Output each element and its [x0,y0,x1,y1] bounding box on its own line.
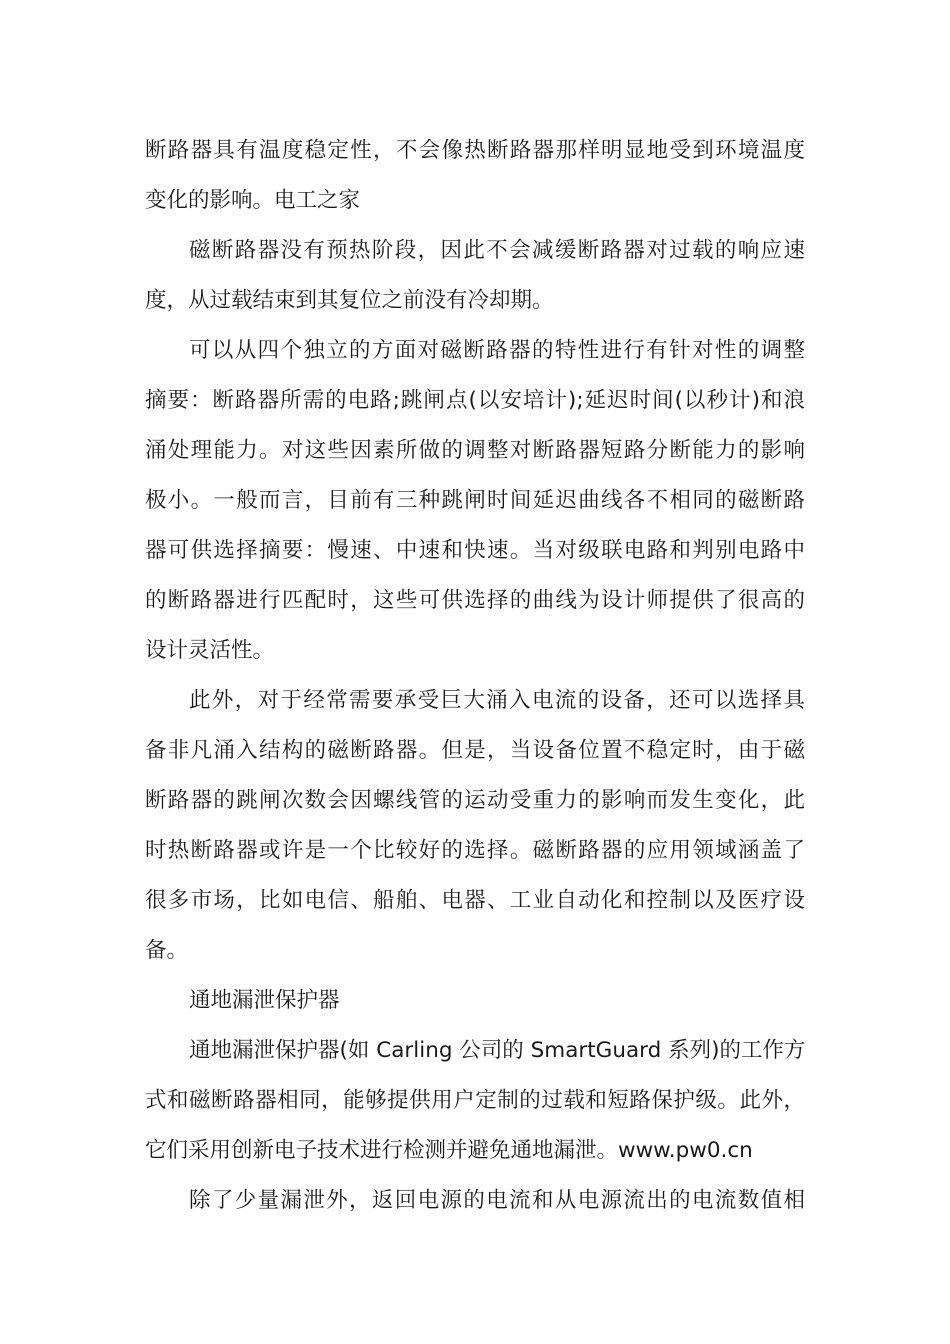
text-line: 备非凡涌入结构的磁断路器。但是，当设备位置不稳定时，由于磁 [145,738,805,763]
text-line: 磁断路器没有预热阶段，因此不会减缓断路器对过载的响应速 [189,238,805,263]
text-line: 式和磁断路器相同，能够提供用户定制的过载和短路保护级。此外， [145,1088,805,1113]
text-line: 度，从过载结束到其复位之前没有冷却期。 [145,288,554,313]
document-body [145,126,805,1226]
text-line: 此外，对于经常需要承受巨大涌入电流的设备，还可以选择具 [189,688,805,713]
text-line: 时热断路器或许是一个比较好的选择。磁断路器的应用领域涵盖了 [145,838,805,863]
text-line: 摘要：断路器所需的电路;跳闸点(以安培计);延迟时间(以秒计)和浪 [145,388,805,413]
text-line: 备。 [145,938,189,963]
text-line: 它们采用创新电子技术进行检测并避免通地漏泄。www.pw0.cn [145,1138,753,1163]
text-line: 变化的影响。电工之家 [145,188,361,213]
text-line: 可以从四个独立的方面对磁断路器的特性进行有针对性的调整 [189,338,805,363]
text-line: 断路器具有温度稳定性，不会像热断路器那样明显地受到环境温度 [145,138,805,163]
section-heading: 通地漏泄保护器 [189,988,340,1013]
text-line: 通地漏泄保护器(如 Carling 公司的 SmartGuard 系列)的工作方 [189,1038,806,1063]
text-line: 设计灵活性。 [145,638,275,663]
text-line: 断路器的跳闸次数会因螺线管的运动受重力的影响而发生变化，此 [145,788,805,813]
text-line: 极小。一般而言，目前有三种跳闸时间延迟曲线各不相同的磁断路 [145,488,805,513]
text-line: 器可供选择摘要：慢速、中速和快速。当对级联电路和判别电路中 [145,538,805,563]
text-line: 很多市场，比如电信、船舶、电器、工业自动化和控制以及医疗设 [145,888,805,913]
text-line: 涌处理能力。对这些因素所做的调整对断路器短路分断能力的影响 [145,438,805,463]
text-line: 的断路器进行匹配时，这些可供选择的曲线为设计师提供了很高的 [145,588,805,613]
text-line: 除了少量漏泄外，返回电源的电流和从电源流出的电流数值相 [189,1188,805,1213]
